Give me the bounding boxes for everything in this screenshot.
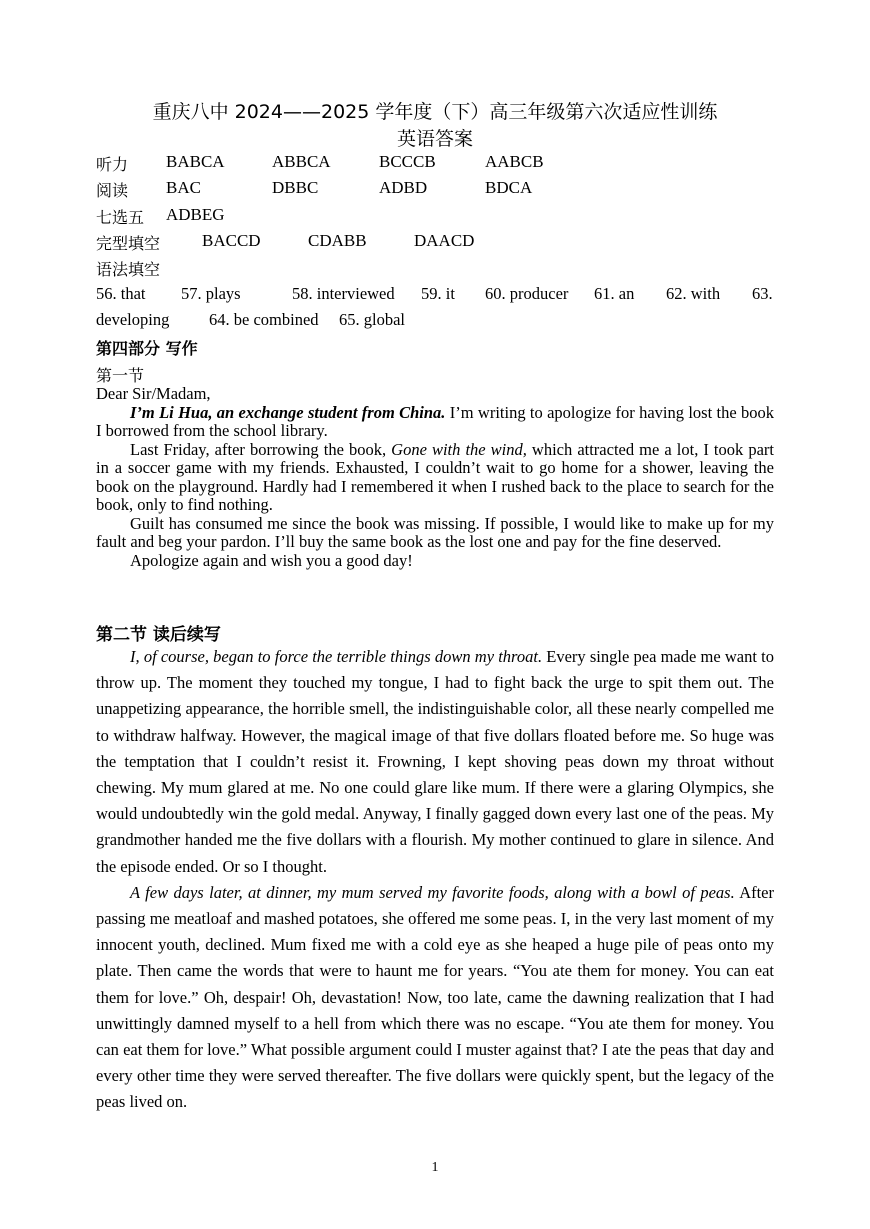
section-one-heading: 第一节 bbox=[96, 366, 145, 385]
answer-group: BAC bbox=[166, 178, 201, 197]
letter-body bbox=[96, 385, 774, 570]
grammar-answer: 62. with bbox=[666, 284, 721, 303]
letter-paragraph bbox=[96, 404, 774, 441]
answer-group: ABBCA bbox=[272, 152, 331, 171]
answer-group: ADBD bbox=[379, 178, 428, 197]
continuation-paragraph bbox=[96, 644, 774, 880]
answer-group: BABCA bbox=[166, 152, 225, 171]
answer-group: DBBC bbox=[272, 178, 319, 197]
answer-group: CDABB bbox=[308, 231, 367, 250]
answer-group: BACCD bbox=[202, 231, 261, 250]
continuation-text: After passing me meatloaf and mashed potatoes, she offered me some peas. I, in the very last moment of my innocent youth, declined. Mum fixed me with a cold eye as she heaped a huge pile of peas onto my plate. Then came the words that were to haunt me for years. “You ate them for money. You can eat them for love.” Oh, despair! Oh, devastation! Now, too late, came the dawning realization that I had unwittingly damned myself to a hell from which there was no escape. “You ate them for money. You can eat them for love.” What possible argument could I muster against that? I ate the peas that day and every other time they were served thereafter. The five dollars were quickly spent, but the legacy of the peas lived on. bbox=[96, 882, 775, 1112]
answer-label: 七选五 bbox=[96, 208, 145, 227]
continuation-body bbox=[96, 644, 774, 1116]
answer-label: 完型填空 bbox=[96, 234, 161, 253]
salutation: Dear Sir/Madam, bbox=[96, 384, 211, 403]
letter-closing: Apologize again and wish you a good day! bbox=[130, 550, 413, 570]
page-title: 重庆八中 2024——2025 学年度（下）高三年级第六次适应性训练 bbox=[152, 101, 718, 123]
page-number: 1 bbox=[431, 1160, 439, 1175]
page-subtitle: 英语答案 bbox=[396, 128, 473, 150]
continuation-text: Every single pea made me want to throw up. The moment they touched my tongue, I had to fight back the urge to spit them out. The unappetizing appearance, the horrible smell, the indistinguishable color, all these nearly compelled me to withdraw halfway. However, the magical image of that five dollars floated before me. So huge was the temptation that I couldn’t resist it. Frowning, I kept shoving peas down my throat without chewing. My mum glared at me. No one could glare like mum. If there were a glaring Olympics, she would undoubtedly win the gold medal. Anyway, I finally gagged down every last one of the peas. My grandmother handed me the five dollars with a flourish. My mother continued to glare in silence. And the episode ended. Or so I thought. bbox=[96, 647, 774, 876]
answer-label: 听力 bbox=[96, 155, 129, 174]
part-four-heading: 第四部分 写作 bbox=[96, 339, 198, 358]
answer-group: BDCA bbox=[485, 178, 533, 197]
continuation-opening: A few days later, at dinner, my mum served my favorite foods, along with a bowl of peas. bbox=[130, 882, 735, 902]
grammar-answer: 57. plays bbox=[181, 284, 241, 303]
answer-group: DAACD bbox=[414, 231, 475, 250]
grammar-answer: 56. that bbox=[96, 284, 146, 303]
grammar-answer: 59. it bbox=[421, 284, 455, 303]
grammar-answer: 63. bbox=[752, 284, 773, 303]
letter-intro-rest: I’m writing to apologize for having lost the book I borrowed from the school library. bbox=[96, 402, 774, 440]
grammar-answer: 58. interviewed bbox=[292, 284, 395, 303]
grammar-answer: 61. an bbox=[594, 284, 635, 303]
letter-text: Last Friday, after borrowing the book, bbox=[130, 439, 392, 459]
letter-paragraph bbox=[96, 441, 774, 515]
grammar-answer: 65. global bbox=[339, 310, 405, 329]
grammar-answer: 60. producer bbox=[485, 284, 569, 303]
book-title: Gone with the wind, bbox=[391, 439, 527, 459]
answer-group: ADBEG bbox=[166, 205, 225, 224]
letter-paragraph: Guilt has consumed me since the book was missing. If possible, I would like to make up for my fault and beg your pardon. I’ll buy the same book as the lost one and pay for the fine deserved. bbox=[96, 513, 774, 551]
letter-intro-italic: I’m Li Hua, an exchange student from China. bbox=[130, 402, 446, 422]
grammar-answer: developing bbox=[96, 310, 170, 329]
continuation-opening: I, of course, began to force the terrible things down my throat. bbox=[130, 647, 543, 666]
answer-group: BCCCB bbox=[379, 152, 436, 171]
answer-group: AABCB bbox=[485, 152, 544, 171]
section-two-heading: 第二节 读后续写 bbox=[96, 625, 221, 645]
answer-label: 语法填空 bbox=[96, 260, 161, 279]
letter-text: which attracted me a lot, I took part in a soccer game with my friends. Exhausted, I couldn’t wait to go home for a shower, leaving the book on the playground. Hardly had I remembered it when I rushed back to the place to search for the book, only to find nothing. bbox=[96, 439, 774, 514]
continuation-paragraph bbox=[96, 880, 774, 1116]
grammar-answer: 64. be combined bbox=[209, 310, 319, 329]
answer-label: 阅读 bbox=[96, 181, 129, 200]
